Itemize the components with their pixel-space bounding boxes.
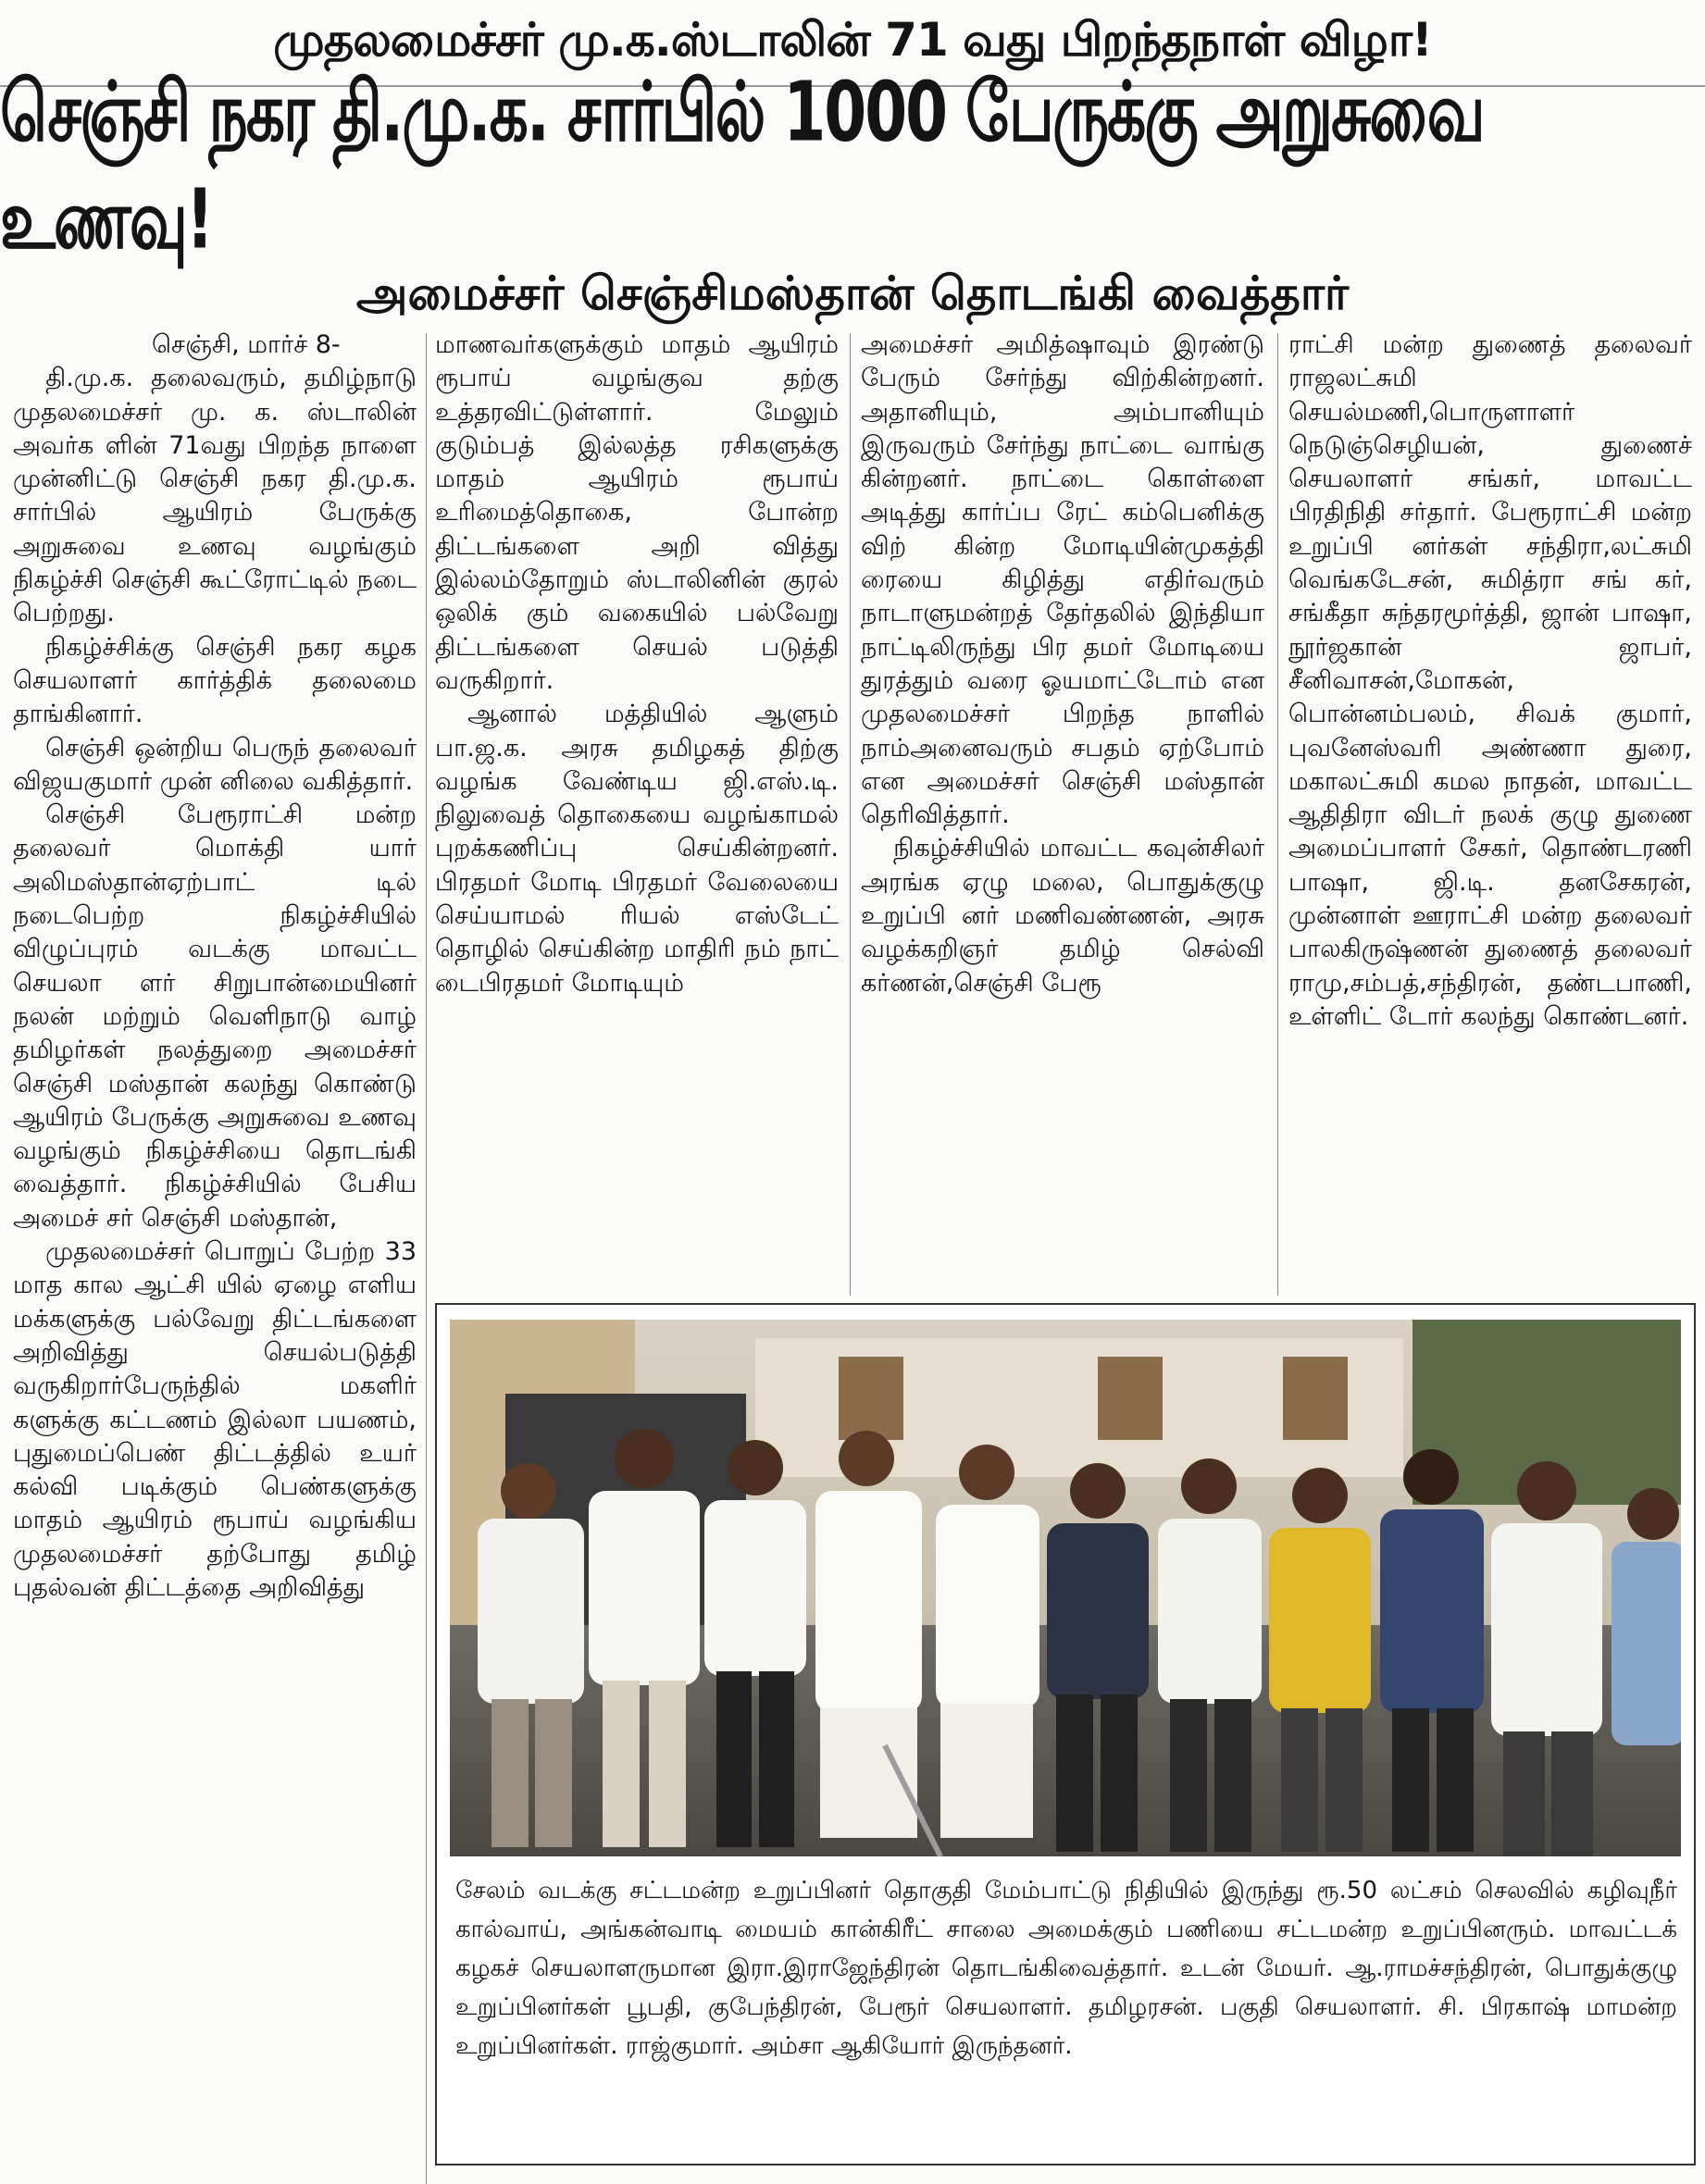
paragraph: ஆனால் மத்தியில் ஆளும் பா.ஜ.க. அரசு தமிழகத் திற்கு வழங்க வேண்டிய ஜி.எஸ்.டி. நிலுவைத் தொகையை வழங்காமல் புறக்கணிப்பு செய்கின்றனர். பிரதமர் மோடி பிரதமர் வேலையை செய்யாமல் ரியல் எஸ்டேட் தொழில் செய்கின்ற மாதிரி நம் நாட் டைபிரதமர் மோடியும் xyxy=(435,700,839,998)
column-divider xyxy=(426,333,427,2184)
article-column-2 xyxy=(435,329,839,1291)
paragraph: நிகழ்ச்சியில் மாவட்ட கவுன்சிலர் அரங்க ஏழு மலை, பொதுக்குழு உறுப்பி னர் மணிவண்ணன், அரசு வழக்கறிஞர் தமிழ் செல்வி கர்ணன்,செஞ்சி பேரூ xyxy=(861,834,1264,998)
article-column-3 xyxy=(861,329,1264,1291)
paragraph: செஞ்சி பேரூராட்சி மன்ற தலைவர் மொக்தி யார் அலிமஸ்தான்ஏற்பாட் டில் நடைபெற்ற நிகழ்ச்சியில் விழுப்புரம் வடக்கு மாவட்ட செயலா ளர் சிறுபான்மையினர் நலன் மற்றும் வெளிநாடு வாழ் தமிழர்கள் நலத்துறை அமைச்சர் செஞ்சி மஸ்தான் கலந்து கொண்டு ஆயிரம் பேருக்கு அறுசுவை உணவு வழங்கும் நிகழ்ச்சியை தொடங்கி வைத்தார். நிகழ்ச்சியில் பேசிய அமைச் சர் செஞ்சி மஸ்தான், xyxy=(13,800,417,1233)
article-column-4 xyxy=(1288,329,1692,1291)
sub-headline: அமைச்சர் செஞ்சிமஸ்தான் தொடங்கி வைத்தார் xyxy=(355,266,1350,320)
column-divider xyxy=(850,333,851,1296)
paragraph: ராட்சி மன்ற துணைத் தலைவர் ராஜலட்சுமி செயல்மணி,பொருளாளர் நெடுஞ்செழியன், துணைச் செயலாளர் சங்கர், மாவட்ட பிரதிநிதி சர்தார். பேரூராட்சி மன்ற உறுப்பி னர்கள் சந்திரா,லட்சுமி வெங்கடேசன், சுமித்ரா சங் கர், சங்கீதா சுந்தரமூர்த்தி, ஜான் பாஷா, நூர்ஜகான் ஜாபர், சீனிவாசன்,மோகன், பொன்னம்பலம், சிவக் குமார், புவனேஸ்வரி அண்ணா துரை, மகாலட்சுமி கமல நாதன், மாவட்ட ஆதிதிரா விடர் நலக் குழு துணை அமைப்பாளர் சேகர், தொண்டரணி பாஷா, ஜி.டி. தனசேகரன், முன்னாள் ஊராட்சி மன்ற தலைவர் பாலகிருஷ்ணன் துணைத் தலைவர் ராமு,சம்பத்,சந்திரன், தண்டபாணி, உள்ளிட் டோர் கலந்து கொண்டனர். xyxy=(1288,330,1692,1031)
photo-with-caption xyxy=(435,1303,1696,2165)
paragraph: நிகழ்ச்சிக்கு செஞ்சி நகர கழக செயலாளர் கார்த்திக் தலைமை தாங்கினார். xyxy=(13,632,417,729)
main-headline: செஞ்சி நகர தி.மு.க. சார்பில் 1000 பேருக்கு அறுசுவை உணவு! xyxy=(0,63,1484,267)
photo-caption: சேலம் வடக்கு சட்டமன்ற உறுப்பினர் தொகுதி மேம்பாட்டு நிதியில் இருந்து ரூ.50 லட்சம் செலவில் கழிவுநீர் கால்வாய், அங்கன்வாடி மையம் கான்கிரீட் சாலை அமைக்கும் பணியை சட்டமன்ற உறுப்பினரும். மாவட்டக் கழகச் செயலாளருமான இரா.இராஜேந்திரன் தொடங்கிவைத்தார். உடன் மேயர். ஆ.ராமச்சந்திரன், பொதுக்குழு உறுப்பினர்கள் பூபதி, குபேந்திரன், பேரூர் செயலாளர். தமிழரசன். பகுதி செயலாளர். சி. பிரகாஷ் மாமன்ற உறுப்பினர்கள். ராஜ்குமார். அம்சா ஆகியோர் இருந்தனர். xyxy=(455,1877,1677,2060)
column-divider xyxy=(1277,333,1278,1296)
dateline: செஞ்சி, மார்ச் 8- xyxy=(152,330,341,359)
kicker-headline: முதலமைச்சர் மு.க.ஸ்டாலின் 71 வது பிறந்தநாள் விழா! xyxy=(0,0,1705,87)
paragraph: முதலமைச்சர் பொறுப் பேற்ற 33 மாத கால ஆட்சி யில் ஏழை எளிய மக்களுக்கு பல்வேறு திட்டங்களை அறிவித்து செயல்படுத்தி வருகிறார்பேருந்தில் மகளிர் களுக்கு கட்டணம் இல்லா பயணம், புதுமைப்பெண் திட்டத்தில் உயர் கல்வி படிக்கும் பெண்களுக்கு மாதம் ஆயிரம் ரூபாய் வழங்கிய முதலமைச்சர் தற்போது தமிழ் புதல்வன் திட்டத்தை அறிவித்து xyxy=(13,1237,417,1602)
paragraph: அமைச்சர் அமித்ஷாவும் இரண்டு பேரும் சேர்ந்து விற்கின்றனர். அதானியும், அம்பானியும் இருவரும் சேர்ந்து நாட்டை வாங்கு கின்றனர். நாட்டை கொள்ளை அடித்து கார்ப்ப ரேட் கம்பெனிக்கு விற் கின்ற மோடியின்முகத்தி ரையை கிழித்து எதிர்வரும் நாடாளுமன்றத் தேர்தலில் இந்தியா நாட்டிலிருந்து பிர தமர் மோடியை துரத்தும் வரை ஓயமாட்டோம் என முதலமைச்சர் பிறந்த நாளில் நாம்அனைவரும் சபதம் ஏற்போம் என அமைச்சர் செஞ்சி மஸ்தான் தெரிவித்தார். xyxy=(861,330,1264,830)
paragraph: மாணவர்களுக்கும் மாதம் ஆயிரம் ரூபாய் வழங்குவ தற்கு உத்தரவிட்டுள்ளார். மேலும் குடும்பத் இல்லத்த ரசிகளுக்கு மாதம் ஆயிரம் ரூபாய் உரிமைத்தொகை, போன்ற திட்டங்களை அறி வித்து இல்லம்தோறும் ஸ்டாலினின் குரல் ஒலிக் கும் வகையில் பல்வேறு திட்டங்களை செயல் படுத்தி வருகிறார். xyxy=(435,330,839,695)
paragraph: செஞ்சி ஒன்றிய பெருந் தலைவர் விஜயகுமார் முன் னிலை வகித்தார். xyxy=(13,733,417,796)
news-photo xyxy=(450,1320,1681,1856)
article-column-1 xyxy=(13,329,417,2170)
photo-illustration xyxy=(450,1320,1681,1856)
paragraph: தி.மு.க. தலைவரும், தமிழ்நாடு முதலமைச்சர் மு. க. ஸ்டாலின் அவர்க ளின் 71வது பிறந்த நாளை முன்னிட்டு செஞ்சி நகர தி.மு.க. சார்பில் ஆயிரம் பேருக்கு அறுசுவை உணவு வழங்கும் நிகழ்ச்சி செஞ்சி கூட்ரோட்டில் நடை பெற்றது. xyxy=(13,364,417,628)
